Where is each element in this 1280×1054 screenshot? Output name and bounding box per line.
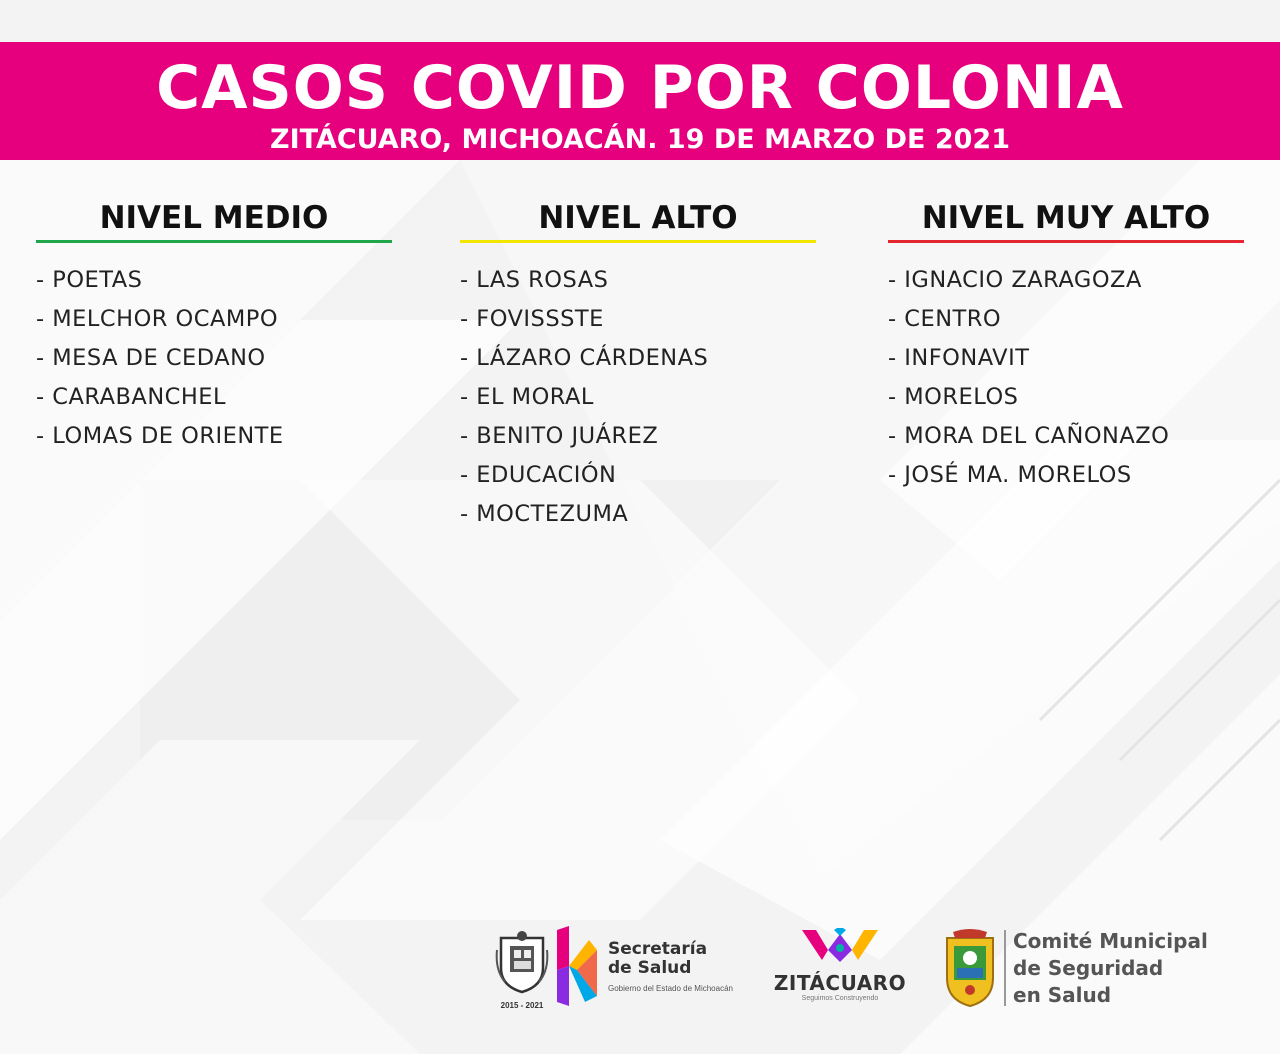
logo-divider [1004, 930, 1006, 1006]
page-subtitle: ZITÁCUARO, MICHOACÁN. 19 DE MARZO DE 2021 [270, 124, 1010, 155]
list-item: - IGNACIO ZARAGOZA [888, 267, 1142, 293]
list-item: - LÁZARO CÁRDENAS [460, 345, 709, 371]
seal-years: 2015 - 2021 [500, 1001, 544, 1010]
page-title: CASOS COVID POR COLONIA [156, 53, 1124, 123]
neighborhood-list [888, 261, 1244, 495]
comite-text [1013, 928, 1253, 1009]
list-item: - MORELOS [888, 384, 1019, 410]
salud-name-1: Secretaría [608, 939, 708, 959]
comite-line-1: Comité Municipal [1013, 929, 1208, 953]
comite-seal-logo [941, 928, 999, 1008]
level-rule-red [888, 240, 1244, 243]
michoacan-seal-logo [495, 930, 549, 1008]
neighborhood-list [36, 261, 392, 456]
list-item: - LAS ROSAS [460, 267, 609, 293]
salud-government: Gobierno del Estado de Michoacán [608, 984, 733, 993]
level-heading: NIVEL ALTO [538, 200, 738, 236]
level-rule-green [36, 240, 392, 243]
list-item: - EL MORAL [460, 384, 594, 410]
list-item: - FOVISSSTE [460, 306, 604, 332]
list-item: - POETAS [36, 267, 143, 293]
comite-line-2: de Seguridad [1013, 956, 1164, 980]
level-column-alto [460, 196, 816, 534]
salud-name-2: de Salud [608, 958, 692, 978]
title-banner [0, 42, 1280, 160]
list-item: - EDUCACIÓN [460, 462, 617, 488]
list-item: - INFONAVIT [888, 345, 1030, 371]
list-item: - MOCTEZUMA [460, 501, 629, 527]
list-item: - JOSÉ MA. MORELOS [888, 462, 1132, 488]
coat-of-arms-icon [495, 930, 549, 994]
zitacuaro-name: ZITÁCUARO [773, 971, 907, 995]
level-heading: NIVEL MUY ALTO [921, 200, 1211, 236]
municipal-seal-icon [941, 928, 999, 1008]
list-item: - CENTRO [888, 306, 1002, 332]
list-item: - LOMAS DE ORIENTE [36, 423, 284, 449]
list-item: - MELCHOR OCAMPO [36, 306, 279, 332]
list-item: - MORA DEL CAÑONAZO [888, 423, 1170, 449]
zitacuaro-tagline: Seguimos Construyendo [801, 995, 879, 1002]
salud-text [608, 940, 758, 993]
zitacuaro-mark-icon [798, 928, 882, 964]
k-mark-icon [555, 926, 599, 1008]
list-item: - CARABANCHEL [36, 384, 227, 410]
level-column-medio [36, 196, 392, 456]
comite-line-3: en Salud [1013, 983, 1112, 1007]
neighborhood-list [460, 261, 816, 534]
footer-logos [495, 922, 1255, 1012]
zitacuaro-logo [765, 928, 915, 1012]
list-item: - MESA DE CEDANO [36, 345, 266, 371]
salud-k-logo [555, 926, 599, 1008]
list-item: - BENITO JUÁREZ [460, 423, 659, 449]
level-column-muy-alto [888, 196, 1244, 495]
level-rule-yellow [460, 240, 816, 243]
level-heading: NIVEL MEDIO [99, 200, 329, 236]
